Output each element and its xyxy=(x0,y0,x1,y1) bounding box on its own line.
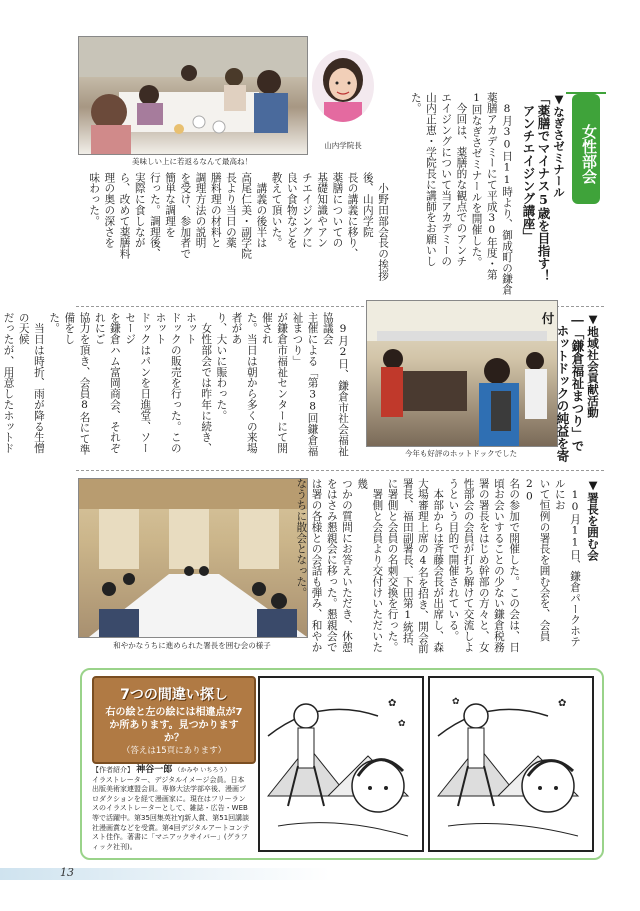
quiz-answer-note: （答えは15頁にあります） xyxy=(121,746,227,756)
article1-text-line: 1回なぎさゼミナールを開催した。 xyxy=(470,92,483,268)
meeting-photo xyxy=(78,478,308,638)
article2-body xyxy=(0,312,350,462)
article3-text-line: 署側と会員より交付けいただいた幾 xyxy=(356,478,384,653)
seminar-photo-caption: 美味しい上に若返るなんて最高ね！ xyxy=(132,157,252,166)
article2-text-line: 9月2日、鎌倉市社会福祉協議会 xyxy=(321,312,349,457)
article1-heading xyxy=(521,92,566,297)
svg-text:✿: ✿ xyxy=(398,719,406,729)
article1-heading-line: 「薬膳でマイナス5歳を目指す！ xyxy=(536,92,551,282)
article2-heading-line: ホットドックの純益を寄付 xyxy=(540,312,570,462)
article1-text-line: 小野田部会長の挨拶後、山内学院 xyxy=(361,172,389,281)
article3-text-line: 10月11日、鎌倉パークホテルにお xyxy=(553,478,581,648)
author-bio: イラストレーター、デジタルイメージ会員。日本出版美術家連盟会員。専修大法学部卒後、漫画プロダクションを経て漫画家に。現在はフリーランスのイラストレーターとして、雑誌・広告・WEB等で活躍中。第35回集英社YJ新人賞、第51回講談社漫画賞などを受賞。第4回デジタルアートコンテスト佳作。著書に「マニアックサイバー」(グラフィック社刊)。 xyxy=(92,775,250,851)
article1-text-line: 8月30日11時より、御成町の鎌倉 xyxy=(501,92,513,296)
article3-body xyxy=(293,478,582,656)
spot-the-difference-box xyxy=(80,668,604,860)
hotdog-photo-caption: 今年も好評のホットドックでした xyxy=(404,449,518,458)
page-number: 13 xyxy=(60,866,74,879)
article1-text-line: 味わった。 xyxy=(88,172,101,227)
article3-heading xyxy=(585,478,600,638)
article1-text-line: 調理方法の説明 xyxy=(194,172,207,249)
article3-text-line: 本部からは斉藤会長が出席し、森 xyxy=(432,478,445,653)
article2-text-line: 女性部会では昨年に続き、ホット xyxy=(184,312,213,454)
article3-text-line: は署の各様との会話も弾み、和やか xyxy=(310,478,323,653)
article1-text-line: 長の講義に移り、 xyxy=(346,172,359,260)
article1-heading-line: ▼なぎさゼミナール xyxy=(552,92,566,198)
article3-text-line: 性部会の会員が打ち解けて交流しよ xyxy=(462,478,475,653)
article3-text-line: に署側と会員の名刺交換を行った。 xyxy=(386,478,399,653)
quiz-title: 7つの間違い探し xyxy=(120,687,228,703)
article1-body-top xyxy=(408,92,514,302)
article1-text-line: 長より当日の薬 xyxy=(224,172,237,249)
article1-text-line: 教えて頂いた。 xyxy=(270,172,283,249)
article1-text-line: 山内正恵・学院長に講師をお願いし xyxy=(424,92,437,267)
article1-text-line: 理の奥の深さを xyxy=(103,172,116,249)
meeting-photo-caption: 和やかなうちに進められた署長を囲む会の様子 xyxy=(113,641,271,650)
quiz-question: 右の絵と左の絵には相違点が7か所あります。見つかりますか？ xyxy=(105,707,243,744)
hotdog-photo xyxy=(366,300,558,447)
article1-text-line: ら、改めて薬膳料 xyxy=(118,172,131,260)
author-info xyxy=(92,766,250,852)
article1-text-line: エイジングについて当アカデミーの xyxy=(440,92,453,267)
article1-text-line: 実際に食しなが xyxy=(133,172,146,249)
article2-text-line: だったが、用意したホットド xyxy=(2,312,15,454)
article2-text-line: を鎌倉ハム富岡商会、それぞれにご xyxy=(93,312,121,454)
section-tab-womens-division: 女性部会 xyxy=(572,94,600,204)
section-tab-decoration xyxy=(566,92,606,94)
article1-heading-line: アンチエイジング講座」 xyxy=(521,92,536,242)
author-name: 神谷一郎 xyxy=(136,765,173,775)
portrait-caption: 山内学院長 xyxy=(324,141,362,150)
left-illustration xyxy=(258,676,424,852)
article1-text-line: 講義の後半は xyxy=(255,172,268,249)
article3-text-line: 頃お会いすることの少ない鎌倉税務 xyxy=(492,478,505,653)
svg-text:✿: ✿ xyxy=(452,697,460,707)
article3-text-line: うという目的で開催されている。 xyxy=(447,478,460,642)
article3-text-line: いて恒例の署長を囲む会を、会員20 xyxy=(523,478,551,642)
article2-text-line: り、大いに賑わった。 xyxy=(215,312,228,421)
article2-heading xyxy=(540,312,600,462)
article2-text-line: ドックの販売を行った。このホット xyxy=(154,312,182,454)
article2-heading-line: ―「鎌倉福祉まつり」で xyxy=(570,312,585,452)
article1-text-line: 簡単な調理を xyxy=(164,172,177,238)
article1-text-line: た。 xyxy=(409,92,422,114)
article1-text-line: 膳料理の材料と xyxy=(209,172,222,249)
author-kana: （かみや いちろう） xyxy=(174,767,231,774)
article3-text-line: 大場審理上席の4名を招き、開会前 xyxy=(416,478,429,654)
divider xyxy=(76,470,604,471)
article2-text-line: ドックはパンを日進堂、ソーセージ xyxy=(124,312,152,454)
article3-text-line: つかの質問にお答えいただき、休憩 xyxy=(340,478,353,653)
quiz-sign xyxy=(92,676,256,764)
article1-text-line: 今回は、薬膳的な観点でのアンチ xyxy=(455,92,468,267)
article1-text-line: チエイジングに xyxy=(300,172,313,249)
article1-text-line: を受け、参加者で xyxy=(179,172,192,260)
article2-text-line: た。 xyxy=(48,312,61,334)
article1-text-line: 良い食物などを xyxy=(285,172,298,249)
article1-text-line: 高尾仁美・副学院 xyxy=(240,172,253,260)
article1-text-line: 薬膳アカデミーにて平成30年度・第 xyxy=(485,92,498,281)
article2-text-line: 協力を頂き、会員8名にて準備をし xyxy=(63,312,91,456)
article2-text-line: た。当日は朝から多くの来場者があ xyxy=(230,312,258,454)
svg-text:✿: ✿ xyxy=(558,698,567,709)
article3-text-line: 署の署長をはじめ幹部の方々と、女 xyxy=(477,478,490,653)
article3-heading-line: ▼署長を囲む会 xyxy=(586,478,600,561)
author-label: 【作者紹介】 xyxy=(92,766,134,774)
svg-text:✿: ✿ xyxy=(388,698,397,709)
article1-text-line: 薬膳についての xyxy=(331,172,344,249)
article3-text-line: 署長、福田副署長、下田第1統括、 xyxy=(401,478,414,654)
portrait-photo xyxy=(312,50,374,122)
article2-text-line: が鎌倉市福祉センターにて開催され xyxy=(260,312,289,454)
article2-text-line: 当日は時折、雨が降る生憎の天候 xyxy=(17,312,45,454)
footer-bar xyxy=(0,868,330,880)
article3-text-line: をはさみ懇親会に移った。懇親会で xyxy=(325,478,338,653)
article1-text-line: 基礎知識やアン xyxy=(316,172,329,249)
article3-text-line: 名の参加で開催した。この会は、日 xyxy=(508,478,521,653)
article1-body-bottom xyxy=(86,172,390,302)
article2-text-line: 主催による「第38回鎌倉福祉まつり」 xyxy=(291,312,319,457)
article2-heading-line: ▼地域社会貢献活動 xyxy=(586,312,600,418)
right-illustration xyxy=(428,676,594,852)
article1-text-line: 行った。調理後、 xyxy=(148,172,161,260)
article3-text-line: なうちに散会となった。 xyxy=(295,478,308,598)
seminar-photo xyxy=(78,36,308,155)
